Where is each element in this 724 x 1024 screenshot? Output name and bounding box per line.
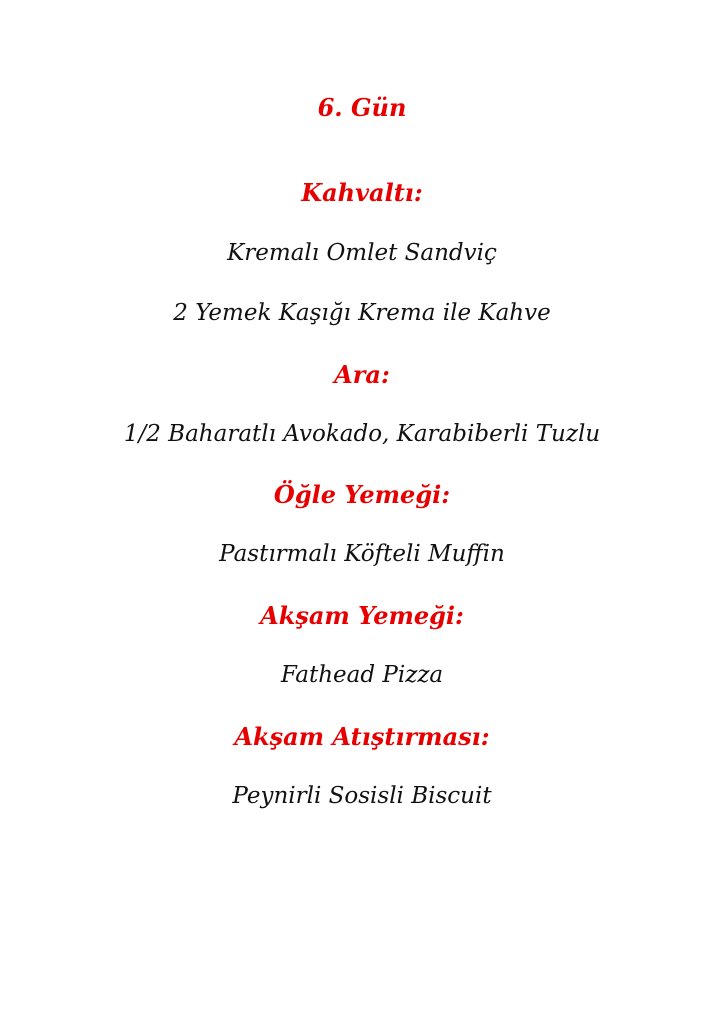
menu-item: Fathead Pizza: [280, 662, 444, 688]
menu-item: Peynirli Sosisli Biscuit: [232, 783, 492, 809]
day-title: 6. Gün: [317, 93, 407, 122]
section-heading-dinner: Akşam Yemeği:: [260, 601, 464, 630]
section-heading-evening-snack: Akşam Atıştırması:: [234, 722, 490, 751]
menu-item: Pastırmalı Köfteli Muffin: [219, 541, 505, 567]
menu-item: 1/2 Baharatlı Avokado, Karabiberli Tuzlu: [123, 421, 601, 447]
menu-item: Kremalı Omlet Sandviç: [227, 240, 497, 266]
section-heading-breakfast: Kahvaltı:: [301, 178, 423, 207]
section-heading-lunch: Öğle Yemeği:: [273, 480, 451, 509]
section-heading-snack: Ara:: [334, 360, 390, 389]
menu-item: 2 Yemek Kaşığı Krema ile Kahve: [173, 300, 551, 326]
